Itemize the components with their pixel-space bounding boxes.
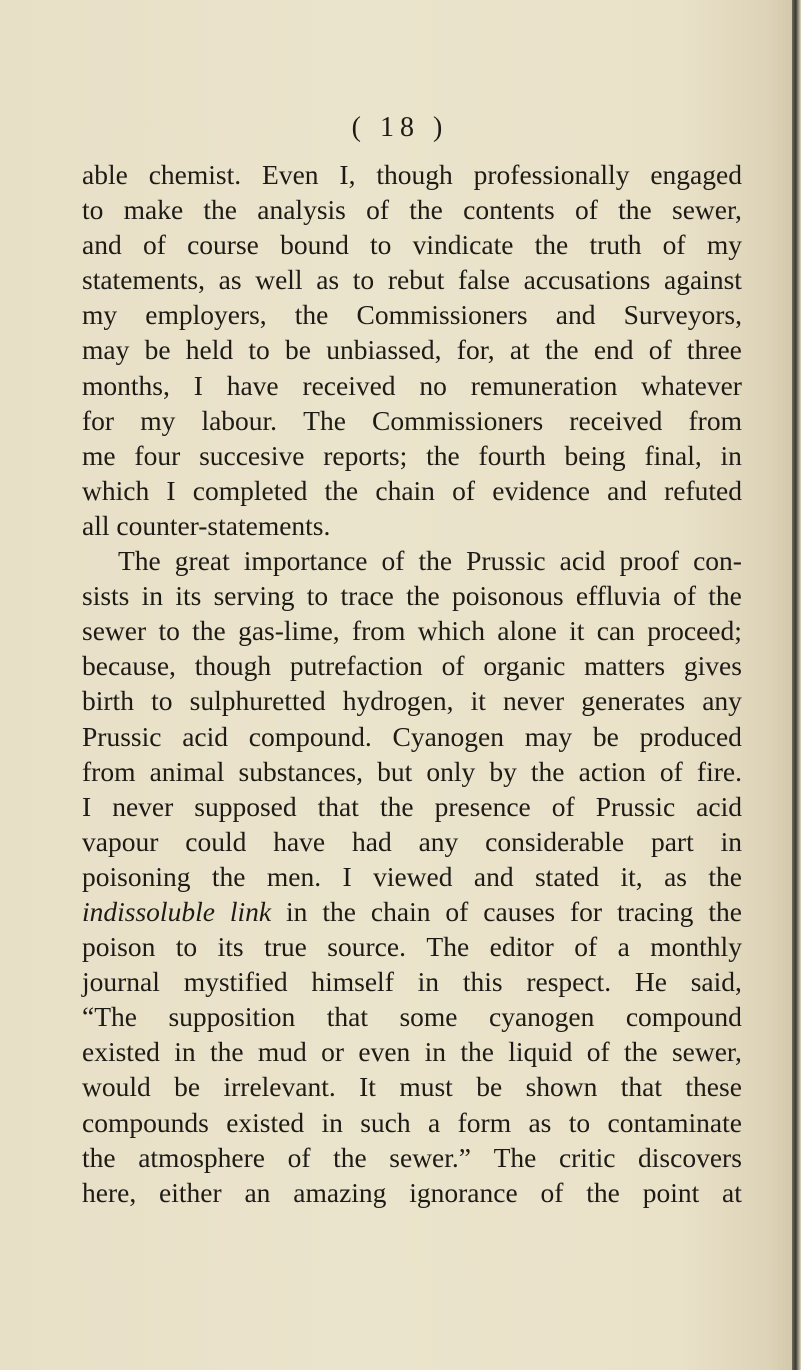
word: sewer, [671, 1036, 742, 1068]
word: supposed [194, 790, 297, 822]
word: be [144, 334, 171, 366]
word: He [634, 966, 667, 998]
word: gas-lime, [238, 615, 340, 647]
body-text [82, 157, 742, 1210]
word: refuted [664, 474, 742, 506]
word: birth [82, 685, 134, 717]
word: held [185, 334, 234, 366]
word: presence [434, 790, 531, 822]
word: in [286, 895, 308, 927]
word: that [317, 790, 359, 822]
word: viewed [373, 860, 453, 892]
word: be [592, 720, 619, 752]
word: in [141, 580, 164, 612]
text-line [82, 1105, 742, 1140]
word: of [575, 194, 598, 226]
word: respect. [526, 966, 612, 998]
word: of [574, 931, 598, 963]
word: which [417, 615, 485, 647]
word: remuneration [470, 369, 618, 401]
word: animal [149, 755, 225, 787]
word: received [569, 404, 663, 436]
word: sulphuretted [189, 685, 326, 717]
word: Commissioners [356, 299, 528, 331]
word: a [617, 931, 630, 963]
word: Prussic [466, 545, 546, 577]
word: months, [82, 369, 170, 401]
word: The [118, 545, 161, 577]
word: men. [266, 860, 322, 892]
word: an [244, 1176, 271, 1208]
word: succesive [199, 439, 305, 471]
word: mystified [183, 966, 288, 998]
word: form [457, 1106, 512, 1138]
word: the [708, 895, 742, 927]
word: four [134, 439, 181, 471]
word: Even [262, 159, 319, 190]
word: of [586, 1036, 610, 1068]
word: a [428, 1106, 441, 1138]
word: of [452, 474, 476, 506]
word: of [142, 229, 166, 261]
italic-word: indissoluble [82, 895, 215, 927]
word: any [702, 685, 742, 717]
text-line [82, 438, 742, 473]
word: I, [339, 159, 356, 190]
word: in [174, 1036, 196, 1068]
word: have [226, 369, 279, 401]
word: it [470, 685, 486, 717]
word: it, [620, 860, 643, 892]
word: gives [683, 650, 742, 682]
word: of [287, 1141, 311, 1173]
word: existed [82, 1036, 160, 1068]
word: for, [456, 334, 495, 366]
word: matters [584, 650, 666, 682]
word: organic [483, 650, 566, 682]
word: in [321, 1106, 343, 1138]
word: would [82, 1071, 151, 1103]
word: analysis [257, 194, 346, 226]
word: of [551, 790, 575, 822]
text-line [82, 368, 742, 403]
word: substances, [238, 755, 363, 787]
word: The [303, 404, 346, 436]
word: in [424, 1036, 446, 1068]
word: labour. [201, 404, 278, 436]
word: discovers [638, 1141, 742, 1173]
text-line [82, 332, 742, 367]
word: the [460, 1036, 494, 1068]
word: three [686, 334, 742, 366]
word: accusations [523, 264, 651, 296]
word: point [642, 1176, 700, 1208]
word: existed [226, 1106, 305, 1138]
word: fire. [696, 755, 742, 787]
word: action [578, 755, 646, 787]
word: in [417, 966, 440, 998]
word: the [708, 860, 742, 892]
word: the [211, 860, 246, 892]
text-line-italic [82, 894, 742, 929]
text-line [82, 1140, 742, 1175]
word: to [306, 580, 329, 612]
word: final, [644, 439, 702, 471]
text-line [82, 403, 742, 438]
word: the [379, 790, 414, 822]
word: that [326, 1001, 368, 1033]
word: monthly [650, 931, 742, 963]
word: in [720, 825, 742, 857]
word: to [568, 1106, 591, 1138]
word: to [175, 931, 198, 963]
word: causes [483, 895, 556, 927]
word: it [569, 615, 585, 647]
text-line [82, 157, 742, 192]
word: “The [82, 1001, 137, 1033]
text-line [82, 543, 742, 578]
word: for [570, 895, 603, 927]
text-line [82, 578, 742, 613]
word: sewer, [672, 194, 742, 226]
text-line [82, 192, 742, 227]
text-line [82, 683, 742, 718]
word: vindicate [412, 229, 514, 261]
word: evidence [492, 474, 590, 506]
word: generates [581, 685, 686, 717]
word: mud [257, 1036, 307, 1068]
word: The [426, 931, 470, 963]
word: even [358, 1036, 411, 1068]
text-line [82, 262, 742, 297]
word: my [140, 404, 176, 436]
word: can [596, 615, 635, 647]
word: the [324, 474, 359, 506]
word: amazing [293, 1176, 387, 1208]
word: in [720, 439, 742, 471]
word: as [218, 264, 242, 296]
word: of [381, 545, 405, 577]
word: employers, [145, 299, 267, 331]
word: the [294, 299, 329, 331]
word: of [540, 1176, 564, 1208]
word: produced [639, 720, 742, 752]
word: ignorance [409, 1176, 518, 1208]
word: serving [213, 580, 295, 612]
word: completed [192, 474, 308, 506]
word: the [418, 545, 453, 577]
word: fourth [478, 439, 546, 471]
word: such [360, 1106, 411, 1138]
text-line [82, 473, 742, 508]
word: irrelevant. [223, 1071, 336, 1103]
word: my [706, 229, 742, 261]
word: of [662, 229, 686, 261]
word: its [217, 931, 244, 963]
text-line [82, 648, 742, 683]
word: Prussic [82, 720, 162, 752]
word: my [82, 299, 118, 331]
word: supposition [168, 1001, 296, 1033]
word: contaminate [607, 1106, 742, 1138]
word: the [209, 1036, 244, 1068]
text-line [82, 297, 742, 332]
word: to [151, 685, 173, 717]
word: liquid [508, 1036, 573, 1068]
word: which [82, 474, 150, 506]
text-line [82, 227, 742, 262]
word: part [650, 825, 694, 857]
word: the [333, 1141, 367, 1173]
word: compounds [82, 1106, 209, 1138]
word: stated [534, 860, 600, 892]
word: and [555, 299, 596, 331]
word: from [351, 615, 406, 647]
word: tracing [617, 895, 694, 927]
word: cyanogen [488, 1001, 595, 1033]
word: trace [340, 580, 394, 612]
word: had [351, 825, 392, 857]
word: reports; [323, 439, 408, 471]
page-edge-shadow [792, 0, 801, 1370]
word: to [82, 194, 104, 226]
word: con- [693, 545, 742, 577]
word: Surveyors, [623, 299, 742, 331]
word: the [544, 334, 579, 366]
word: I [342, 860, 352, 892]
word: be [174, 1071, 201, 1103]
word: bound [280, 229, 349, 261]
word: able [82, 159, 128, 190]
word: unbiassed, [326, 334, 442, 366]
word: It [359, 1071, 376, 1103]
word: the [586, 1176, 620, 1208]
word: contents [463, 194, 555, 226]
word: effluvia [575, 580, 661, 612]
text-line [82, 999, 742, 1034]
word: poison [82, 931, 156, 963]
word: chain [370, 895, 431, 927]
word: some [399, 1001, 458, 1033]
word: sewer [82, 615, 147, 647]
word: I [193, 369, 203, 401]
text-line [82, 1034, 742, 1069]
word: but [377, 755, 413, 787]
word: the [534, 229, 569, 261]
word: journal [82, 966, 160, 998]
word: for [82, 404, 115, 436]
word: of [366, 194, 390, 226]
word: its [175, 580, 202, 612]
word: I [166, 474, 176, 506]
word: chemist. [148, 159, 242, 190]
word: the [624, 1036, 658, 1068]
word: received [302, 369, 396, 401]
word: must [399, 1071, 453, 1103]
word: acid [559, 545, 606, 577]
word: the [82, 1141, 116, 1173]
word: though [376, 159, 453, 190]
word: sists [82, 580, 130, 612]
text-line [82, 859, 742, 894]
word: either [159, 1176, 222, 1208]
word: because, [82, 650, 176, 682]
word: vapour [82, 825, 159, 857]
word: to [248, 334, 270, 366]
word: engaged [650, 159, 742, 190]
word: as [528, 1106, 552, 1138]
word: critic [558, 1141, 616, 1173]
word: though [194, 650, 272, 682]
word: proof [619, 545, 680, 577]
word: himself [311, 966, 394, 998]
word: importance [243, 545, 368, 577]
word: editor [489, 931, 554, 963]
word: make [123, 194, 184, 226]
word: false [458, 264, 510, 296]
word: as [664, 860, 687, 892]
word: be [285, 334, 311, 366]
paragraph-2 [82, 543, 742, 1210]
word: chain [375, 474, 435, 506]
word: here, [82, 1176, 137, 1208]
word: and [82, 229, 122, 261]
word: course [187, 229, 259, 261]
text-line [82, 613, 742, 648]
word: Prussic [595, 790, 676, 822]
word: well [255, 264, 303, 296]
word: I [82, 790, 92, 822]
text-line [82, 719, 742, 754]
word: or [321, 1036, 345, 1068]
word: the [618, 194, 652, 226]
word: me [82, 439, 116, 471]
word: poisonous [452, 580, 564, 612]
word: could [185, 825, 247, 857]
word: the [406, 580, 440, 612]
word: true [264, 931, 307, 963]
word: whatever [641, 369, 742, 401]
word: the [322, 895, 356, 927]
text-line [82, 1069, 742, 1104]
word: the [409, 194, 443, 226]
text-line [82, 789, 742, 824]
word: The [493, 1141, 537, 1173]
word: these [685, 1071, 742, 1103]
word: the [192, 615, 226, 647]
text-line [82, 964, 742, 999]
word: great [174, 545, 230, 577]
word: statements, [82, 264, 205, 296]
word: acid [182, 720, 229, 752]
word: considerable [485, 825, 625, 857]
word: at [509, 334, 530, 366]
word: of [659, 755, 683, 787]
word: may [82, 334, 130, 366]
word: compound [625, 1001, 742, 1033]
word: as [316, 264, 340, 296]
word: and [473, 860, 514, 892]
text-line [82, 824, 742, 859]
word: to [352, 264, 375, 296]
word: being [564, 439, 626, 471]
word: putrefaction [289, 650, 423, 682]
word: rebut [387, 264, 445, 296]
word: of [445, 895, 469, 927]
word: end [593, 334, 634, 366]
word: never [112, 790, 174, 822]
word: no [419, 369, 447, 401]
word: said, [690, 966, 742, 998]
word: may [524, 720, 573, 752]
word: only [426, 755, 476, 787]
word: and [607, 474, 647, 506]
word: to [158, 615, 180, 647]
word: by [489, 755, 517, 787]
word: of [673, 580, 697, 612]
word: at [722, 1176, 742, 1208]
word: this [462, 966, 503, 998]
page-number: ( 18 ) [351, 112, 449, 143]
word: of [648, 334, 672, 366]
italic-word: link [229, 895, 272, 927]
word: source. [327, 931, 406, 963]
word: Cyanogen [392, 720, 505, 752]
word: acid [696, 790, 742, 822]
word: compound. [248, 720, 372, 752]
text-line [82, 1175, 742, 1210]
word: have [273, 825, 326, 857]
word: sewer.” [389, 1141, 471, 1173]
word: the [426, 439, 460, 471]
word: the [530, 755, 565, 787]
word: professionally [473, 159, 630, 190]
word: hydrogen, [342, 685, 454, 717]
word: proceed; [647, 615, 742, 647]
word: shown [525, 1071, 598, 1103]
word: Commissioners [372, 404, 544, 436]
text-line [82, 929, 742, 964]
word: against [664, 264, 742, 296]
word: of [441, 650, 465, 682]
text-line [82, 754, 742, 789]
word: from [82, 755, 136, 787]
word: to [370, 229, 392, 261]
word: never [503, 685, 565, 717]
word: truth [589, 229, 642, 261]
word: any [418, 825, 459, 857]
word: alone [497, 615, 557, 647]
word: the [708, 580, 742, 612]
word: atmosphere [138, 1141, 265, 1173]
word: from [688, 404, 742, 436]
word: poisoning [82, 860, 191, 892]
text-line: all counter-statements. [82, 509, 331, 541]
word: the [203, 194, 238, 226]
word: that [620, 1071, 663, 1103]
paragraph-1 [82, 157, 742, 543]
word: be [476, 1071, 503, 1103]
